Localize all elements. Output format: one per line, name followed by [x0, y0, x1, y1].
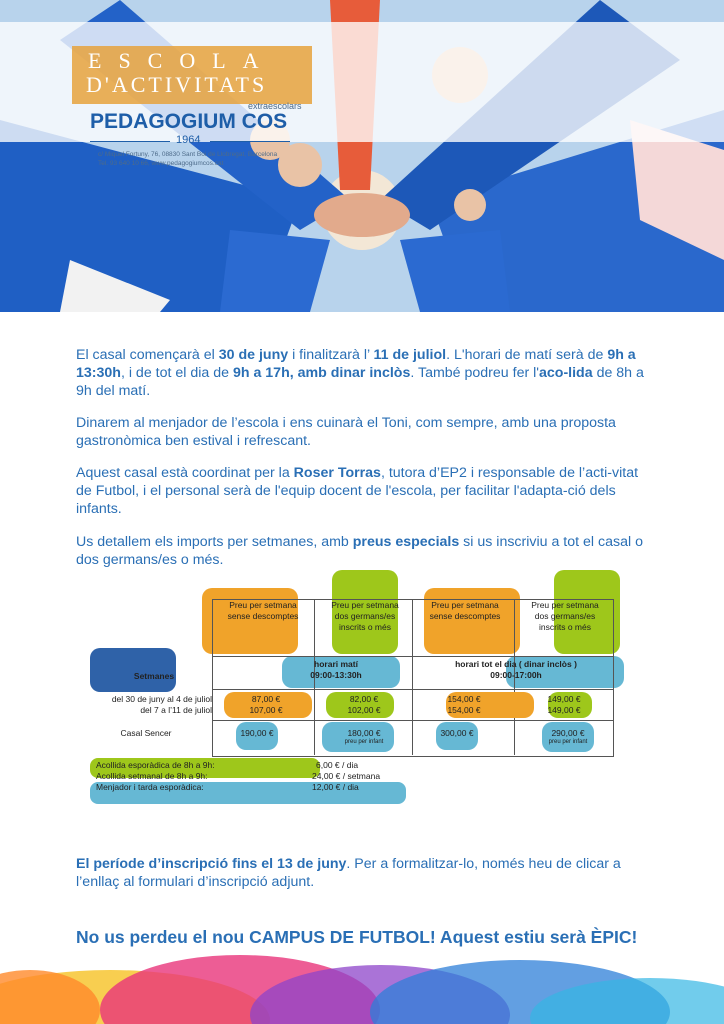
logo-dactivitats: D'ACTIVITATS	[86, 72, 268, 97]
logo-address-line: c/ Miquel Fortuny, 76, 08830 Sant Boi de Llobregat, Barcelona	[98, 151, 278, 158]
tot-dia-hours: 09:00-17:00h	[490, 670, 542, 680]
week-2-label: del 7 a l’11 de juliol	[140, 705, 212, 715]
logo-extraescolars: extraescolars	[248, 101, 302, 111]
logo-line-right	[210, 141, 290, 142]
paragraph-menjador: Dinarem al menjador de l’escola i ens cuinarà el Toni, com sempre, amb una proposta gastronòmica ben estival i refrescant.	[76, 415, 616, 449]
tot-week1-price: 154,00 €	[447, 694, 481, 704]
p1-text-k: de 8h a 9h del matí.	[76, 365, 644, 399]
price-table	[86, 568, 666, 808]
header-2: Preu per setmana dos germans/es inscrits o més	[331, 600, 399, 632]
logo-address	[98, 150, 318, 168]
header-3: Preu per setmana sense descomptes	[429, 600, 501, 621]
extra-2-label: Acollida setmanal de 8h a 9h:	[96, 771, 208, 781]
paragraph-prices-intro	[76, 533, 646, 569]
p4-special-prices: preus especials	[352, 534, 460, 550]
logo-pedagogium: PEDAGOGIUM COS	[90, 110, 288, 133]
grid-row-2	[212, 689, 614, 690]
mati-week2-siblings: 102,00 €	[347, 705, 381, 715]
mati-hours: 09:00-13:30h	[310, 670, 362, 680]
paint-splash-footer	[0, 900, 724, 1024]
grid-row-3	[212, 720, 614, 721]
extra-3-value: 12,00 € / dia	[312, 782, 359, 792]
registration-deadline: El període d’inscripció fins el 13 de juny	[76, 856, 347, 872]
extra-2-value: 24,00 € / setmana	[312, 771, 381, 781]
p3-text-a: Aquest casal està coordinat per la	[76, 465, 294, 481]
p1-morning-hours: 9h a 13:30h	[76, 347, 636, 381]
casal-mati-note: preu per infant	[344, 739, 384, 745]
setmanes-blob	[90, 648, 176, 692]
p1-text-g: , i de tot el dia de	[120, 365, 233, 381]
p4-text-c: si us inscriviu a tot el casal o dos germans/es o més.	[76, 534, 643, 568]
mati-title: horari matí	[314, 659, 358, 669]
p3-coordinator-name: Roser Torras	[293, 465, 381, 481]
logo-escola: ESCOLA	[88, 48, 276, 73]
p4-text-a: Us detallem els imports per setmanes, amb	[76, 534, 353, 550]
week-1-label: del 30 de juny al 4 de juliol	[111, 694, 212, 704]
extra-1-label: Acollida esporàdica de 8h a 9h:	[96, 760, 215, 770]
paint-splash-graphic	[0, 900, 724, 1024]
p1-start-date: 30 de juny	[218, 347, 289, 363]
header-1: Preu per setmana sense descomptes	[227, 600, 299, 621]
p1-text-e: . L'horari de matí serà de	[446, 347, 608, 363]
p1-text-c: i finalitzarà l’	[288, 347, 374, 363]
extra-3-label: Menjador i tarda esporàdica:	[96, 782, 204, 792]
casal-sencer-label: Casal Sencer	[120, 728, 172, 738]
tot-dia-title: horari tot el dia ( dinar inclòs )	[455, 659, 577, 669]
casal-tot-note: preu per infant	[548, 739, 588, 745]
paragraph-coordinator	[76, 464, 646, 518]
registration-text: . Per a formalitzar-lo, només heu de clicar a l’enllaç al formulari d’inscripció adjunt.	[76, 856, 621, 890]
p1-text-a: El casal començarà el	[76, 347, 219, 363]
casal-tot-siblings: 290,00 €	[551, 728, 585, 738]
p1-acollida: aco-lida	[539, 365, 593, 381]
extra-1-value: 6,00 € / dia	[316, 760, 359, 770]
logo-year: 1964	[176, 134, 201, 146]
logo-line-left	[90, 141, 170, 142]
grid-row-1	[212, 656, 614, 657]
logo-contact-line: Tel. 93 640 10 66, www.pedagogiumcos.cat	[98, 160, 224, 167]
p1-text-i: . També podreu fer l'	[410, 365, 539, 381]
p1-full-day-hours: 9h a 17h, amb dinar inclòs	[232, 365, 411, 381]
paragraph-registration	[76, 855, 646, 891]
hero-photo	[0, 0, 724, 312]
casal-tot-price: 300,00 €	[440, 728, 474, 738]
tot-week2-siblings: 149,00 €	[547, 705, 581, 715]
tot-week1-siblings: 149,00 €	[547, 694, 581, 704]
casal-mati-siblings: 180,00 €	[347, 728, 381, 738]
school-logo	[70, 22, 320, 167]
paragraph-dates	[76, 346, 646, 400]
p3-text-c: , tutora d’EP2 i responsable de l’acti-vitat de Futbol, i el personal serà de l'equip docent de l'escola, per facilitar l'adapta-ció dels infants.	[76, 465, 639, 517]
mati-week1-siblings: 82,00 €	[349, 694, 379, 704]
p1-end-date: 11 de juliol	[373, 347, 447, 363]
mati-week1-price: 87,00 €	[251, 694, 281, 704]
header-4: Preu per setmana dos germans/es inscrits o més	[531, 600, 599, 632]
tot-week2-price: 154,00 €	[447, 705, 481, 715]
casal-mati-price: 190,00 €	[240, 728, 274, 738]
setmanes-label: Setmanes	[133, 671, 175, 681]
closing-headline: No us perdeu el nou CAMPUS DE FUTBOL! Aquest estiu serà ÈPIC!	[76, 927, 638, 947]
mati-week2-price: 107,00 €	[249, 705, 283, 715]
